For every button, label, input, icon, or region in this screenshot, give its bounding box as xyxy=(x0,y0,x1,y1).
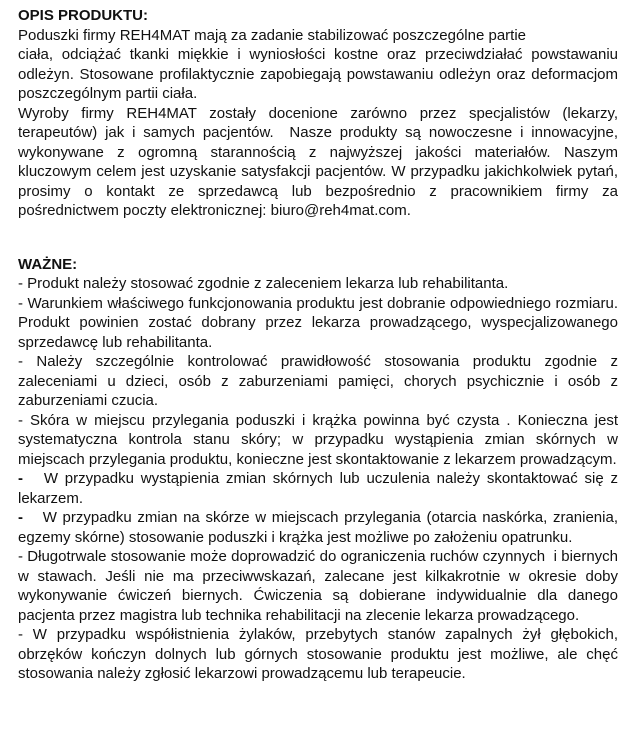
important-note-item xyxy=(18,469,618,508)
paragraph-line: Poduszki firmy REH4MAT mają za zadanie stabilizować poszczególne partie xyxy=(18,26,527,44)
important-note-text: Należy szczególnie kontrolować prawidłowość stosowania produktu zgodnie z zaleceniami u dzieci, osób z zaburzeniami pamięci, chorych psychicznie i osób z zaburzeniami czucia. xyxy=(18,353,618,409)
section-important-notes xyxy=(18,255,618,684)
important-note-text: W przypadku wystąpienia zmian skórnych lub uczulenia należy skontaktować się z lekarzem. xyxy=(18,470,618,507)
important-note-text: W przypadku współistnienia żylaków, przebytych stanów zapalnych żył głębokich, obrzęków kończyn dolnych lub górnych stosowanie produktu jest możliwe, ale chęć stosowania należy zgłosić lekarzowi prowadzącemu lub terapeucie. xyxy=(18,626,618,682)
product-description-title: OPIS PRODUKTU: xyxy=(18,7,149,24)
important-note-text: Skóra w miejscu przylegania poduszki i krążka powinna być czysta . Konieczna jest systematyczna kontrola stanu skóry; w przypadku wystąpienia zmian skórnych w miejscach przylegania produktu, konieczne jest skontaktowanie z lekarzem prowadzącym. xyxy=(18,411,619,468)
dash-bullet: - xyxy=(18,294,23,312)
important-note-item xyxy=(18,547,618,625)
important-note-item xyxy=(18,294,618,353)
product-description-paragraph-2: Wyroby firmy REH4MAT zostały docenione zarówno przez specjalistów (lekarzy, terapeutów) jak i samych pacjentów. Nasze produkty są nowoczesne i innowacyjne, wykonywane z ogromną starannością z najwyższej jakości materiałów. Naszym kluczowym celem jest uzyskanie satysfakcji pacjentów. W przypadku jakichkolwiek pytań, prosimy o kontakt ze sprzedawcą lub bezpośrednio z pracownikiem firmy za pośrednictwem poczty elektronicznej: biuro@reh4mat.com. xyxy=(18,104,618,219)
bold-dash-bullet: - xyxy=(18,509,23,526)
dash-bullet: - xyxy=(18,411,23,429)
section-product-description xyxy=(18,6,618,221)
dash-bullet: - xyxy=(18,548,23,565)
important-note-text: Warunkiem właściwego funkcjonowania produktu jest dobranie odpowiedniego rozmiaru. Produkt powinien zostać dobrany przez lekarza prowadzącego, wyspecjalizowanego sprzedawcę lub rehabilitanta. xyxy=(18,294,618,351)
dash-bullet: - xyxy=(18,626,23,643)
important-note-item xyxy=(18,508,618,547)
document-page xyxy=(18,6,618,684)
important-note-text: Długotrwale stosowanie może doprowadzić do ograniczenia ruchów czynnych i biernych w stawach. Jeśli nie ma przeciwwskazań, zalecane jest kilkakrotnie w okresie doby wykonywanie ćwiczeń biernych. Ćwiczenia są dobierane indywidualnie dla danego pacjenta przez magistra lub technika rehabilitacji na zlecenie lekarza prowadzącego. xyxy=(18,548,619,624)
product-description-paragraph-1 xyxy=(18,26,618,104)
paragraph-text: ciała, odciążać tkanki miękkie i wyniosłości kostne oraz przeciwdziałać powstawaniu odleżyn. Stosowane profilaktycznie zapobiegają powstawaniu odleżyn oraz deformacjom poszczególnym partii ciała. xyxy=(18,46,618,102)
dash-bullet: - xyxy=(18,275,23,292)
important-note-item xyxy=(18,352,618,411)
dash-bullet: - xyxy=(18,353,23,370)
important-note-item xyxy=(18,274,618,294)
important-note-item xyxy=(18,625,618,684)
important-note-text: Produkt należy stosować zgodnie z zaleceniem lekarza lub rehabilitanta. xyxy=(27,275,509,292)
bold-dash-bullet: - xyxy=(18,470,23,487)
important-note-text: W przypadku zmian na skórze w miejscach przylegania (otarcia naskórka, zranienia, egzemy skórne) stosowanie poduszki i krążka jest możliwe po założeniu opatrunku. xyxy=(18,509,618,546)
important-note-item xyxy=(18,411,618,470)
important-notes-title: WAŻNE: xyxy=(18,255,78,273)
